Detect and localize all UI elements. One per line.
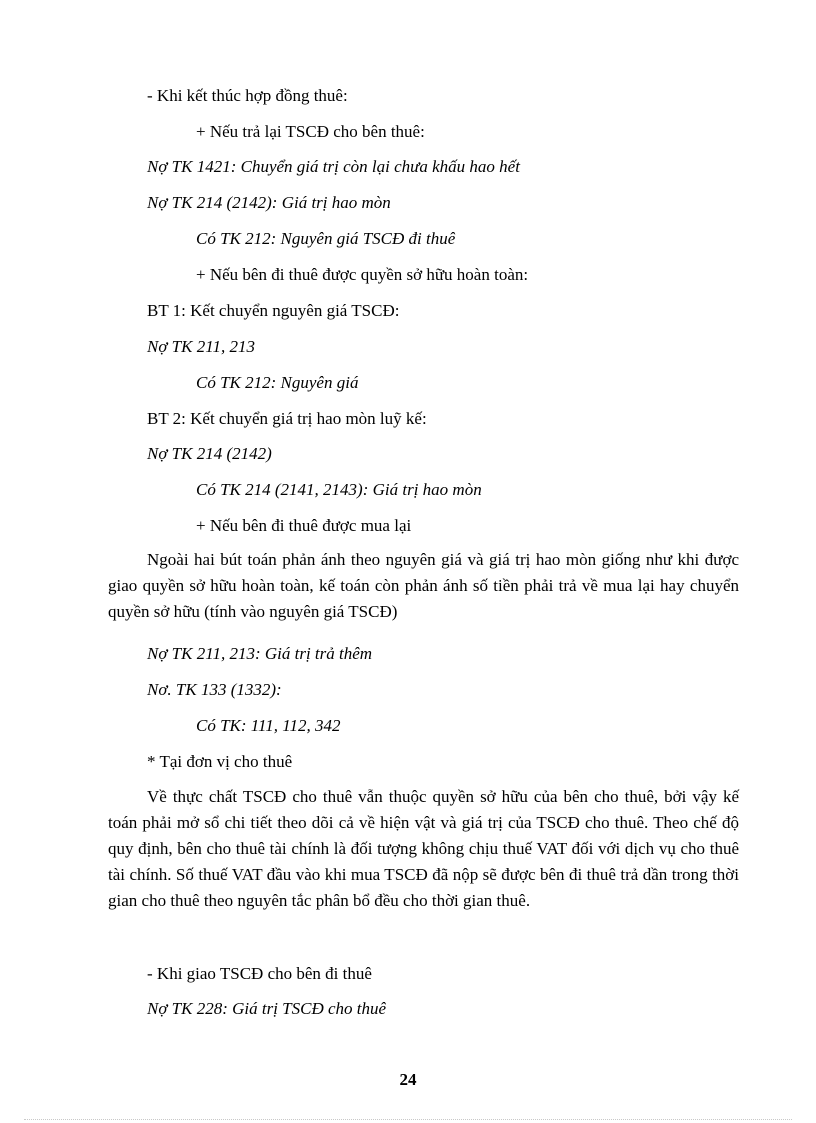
text-line: BT 1: Kết chuyển nguyên giá TSCĐ: xyxy=(147,301,400,320)
text-line: Có TK 212: Nguyên giá xyxy=(196,373,359,392)
text-line: + Nếu bên đi thuê được mua lại xyxy=(196,516,412,535)
text-line: Nợ TK 1421: Chuyển giá trị còn lại chưa khấu hao hết xyxy=(147,157,520,176)
paragraph: Ngoài hai bút toán phản ánh theo nguyên giá và giá trị hao mòn giống như khi được giao quyền sở hữu hoàn toàn, kế toán còn phản ánh số tiền phải trả về mua lại hay chuyển quyền sở hữu (tính vào nguyên giá TSCĐ) xyxy=(108,550,739,621)
text-line: + Nếu trả lại TSCĐ cho bên thuê: xyxy=(196,122,425,141)
paragraph: Về thực chất TSCĐ cho thuê vẫn thuộc quyền sở hữu của bên cho thuê, bởi vậy kế toán phải mở sổ chi tiết theo dõi cả về hiện vật và giá trị của TSCĐ cho thuê. Theo chế độ quy định, bên cho thuê tài chính là đối tượng không chịu thuế VAT đối với dịch vụ cho thuê tài chính. Số thuế VAT đầu vào khi mua TSCĐ đã nộp sẽ được bên đi thuê trả dần trong thời gian cho thuê theo nguyên tắc phân bổ đều cho thời gian thuê. xyxy=(108,787,739,910)
page-number: 24 xyxy=(399,1070,417,1089)
text-line: Có TK 214 (2141, 2143): Giá trị hao mòn xyxy=(196,480,482,499)
text-line: Nợ TK 214 (2142): Giá trị hao mòn xyxy=(147,193,391,212)
text-line: Nợ TK 214 (2142) xyxy=(147,444,272,463)
text-line: * Tại đơn vị cho thuê xyxy=(147,752,293,771)
text-line: Nợ TK 211, 213 xyxy=(147,337,255,356)
text-line: + Nếu bên đi thuê được quyền sở hữu hoàn toàn: xyxy=(196,265,529,284)
text-line: Nợ TK 228: Giá trị TSCĐ cho thuê xyxy=(147,999,387,1018)
text-line: Nợ TK 211, 213: Giá trị trả thêm xyxy=(147,644,373,663)
text-line: BT 2: Kết chuyển giá trị hao mòn luỹ kế: xyxy=(147,409,427,428)
text-line: - Khi kết thúc hợp đồng thuê: xyxy=(147,86,348,105)
text-line: - Khi giao TSCĐ cho bên đi thuê xyxy=(147,964,372,983)
text-line: Nơ. TK 133 (1332): xyxy=(147,680,282,699)
text-line: Có TK 212: Nguyên giá TSCĐ đi thuê xyxy=(196,229,456,248)
page-divider xyxy=(24,1119,792,1120)
text-line: Có TK: 111, 112, 342 xyxy=(196,716,341,735)
